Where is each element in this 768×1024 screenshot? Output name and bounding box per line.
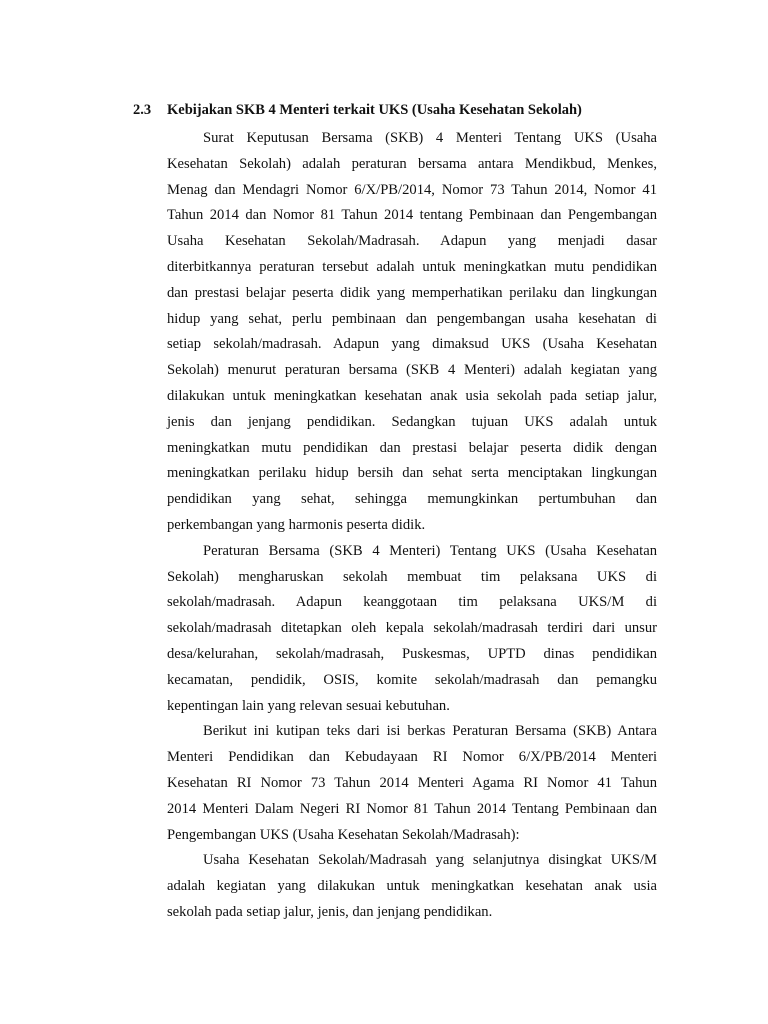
text-line: desa/kelurahan, sekolah/madrasah, Puskesmas, UPTD dinas pendidikan: [167, 645, 657, 662]
text-line: Kesehatan Sekolah) adalah peraturan bersama antara Mendikbud, Menkes,: [167, 155, 657, 172]
text-line: Menteri Pendidikan dan Kebudayaan RI Nomor 6/X/PB/2014 Menteri: [167, 749, 657, 766]
text-line: Usaha Kesehatan Sekolah/Madrasah. Adapun yang menjadi dasar: [167, 233, 657, 250]
text-line: Tahun 2014 dan Nomor 81 Tahun 2014 tentang Pembinaan dan Pengembangan: [167, 207, 657, 224]
text-line: Peraturan Bersama (SKB 4 Menteri) Tentang UKS (Usaha Kesehatan: [203, 542, 657, 559]
paragraph-uks-m-definition: [167, 848, 657, 925]
text-line: hidup yang sehat, perlu pembinaan dan pengembangan usaha kesehatan di: [167, 310, 657, 327]
text-line: 2014 Menteri Dalam Negeri RI Nomor 81 Tahun 2014 Tentang Pembinaan dan: [167, 800, 657, 817]
text-line: meningkatkan perilaku hidup bersih dan sehat serta menciptakan lingkungan: [167, 465, 657, 482]
text-line: kepentingan lain yang relevan sesuai kebutuhan.: [167, 697, 450, 714]
section-number: 2.3: [133, 102, 152, 118]
text-line: Pengembangan UKS (Usaha Kesehatan Sekolah/Madrasah):: [167, 826, 520, 843]
text-line: Sekolah) mengharuskan sekolah membuat tim pelaksana UKS di: [167, 568, 657, 585]
paragraph-uks-team: [167, 539, 657, 720]
text-line: jenis dan jenjang pendidikan. Sedangkan tujuan UKS adalah untuk: [167, 413, 657, 430]
text-line: pendidikan yang sehat, sehingga memungkinkan pertumbuhan dan: [167, 491, 657, 508]
text-line: adalah kegiatan yang dilakukan untuk meningkatkan kesehatan anak usia: [167, 878, 657, 895]
text-line: sekolah pada setiap jalur, jenis, dan jenjang pendidikan.: [167, 903, 493, 920]
text-line: Kesehatan RI Nomor 73 Tahun 2014 Menteri Agama RI Nomor 41 Tahun: [167, 774, 657, 791]
text-line: sekolah/madrasah. Adapun keanggotaan tim pelaksana UKS/M di: [167, 594, 657, 611]
text-line: kecamatan, pendidik, OSIS, komite sekolah/madrasah dan pemangku: [167, 671, 657, 688]
text-line: Menag dan Mendagri Nomor 6/X/PB/2014, Nomor 73 Tahun 2014, Nomor 41: [167, 181, 657, 198]
text-line: dan prestasi belajar peserta didik yang memperhatikan perilaku dan lingkungan: [167, 284, 657, 301]
text-line: dilakukan untuk meningkatkan kesehatan anak usia sekolah pada setiap jalur,: [167, 387, 657, 404]
text-line: sekolah/madrasah ditetapkan oleh kepala sekolah/madrasah terdiri dari unsur: [167, 620, 657, 637]
paragraph-quote-intro: [167, 719, 657, 848]
text-line: Berikut ini kutipan teks dari isi berkas Peraturan Bersama (SKB) Antara: [203, 723, 657, 740]
paragraph-skb-definition: [167, 126, 657, 539]
text-line: Sekolah) menurut peraturan bersama (SKB 4 Menteri) adalah kegiatan yang: [167, 362, 657, 379]
text-line: meningkatkan mutu pendidikan dan prestasi belajar peserta didik dengan: [167, 439, 657, 456]
text-line: Surat Keputusan Bersama (SKB) 4 Menteri Tentang UKS (Usaha: [203, 130, 657, 146]
section-title: Kebijakan SKB 4 Menteri terkait UKS (Usaha Kesehatan Sekolah): [167, 102, 582, 118]
section-heading: [133, 100, 673, 120]
text-line: diterbitkannya peraturan tersebut adalah untuk meningkatkan mutu pendidikan: [167, 258, 657, 275]
text-line: perkembangan yang harmonis peserta didik.: [167, 516, 426, 533]
text-line: setiap sekolah/madrasah. Adapun yang dimaksud UKS (Usaha Kesehatan: [167, 336, 657, 353]
text-line: Usaha Kesehatan Sekolah/Madrasah yang selanjutnya disingkat UKS/M: [203, 852, 657, 869]
section-body: [167, 126, 657, 926]
